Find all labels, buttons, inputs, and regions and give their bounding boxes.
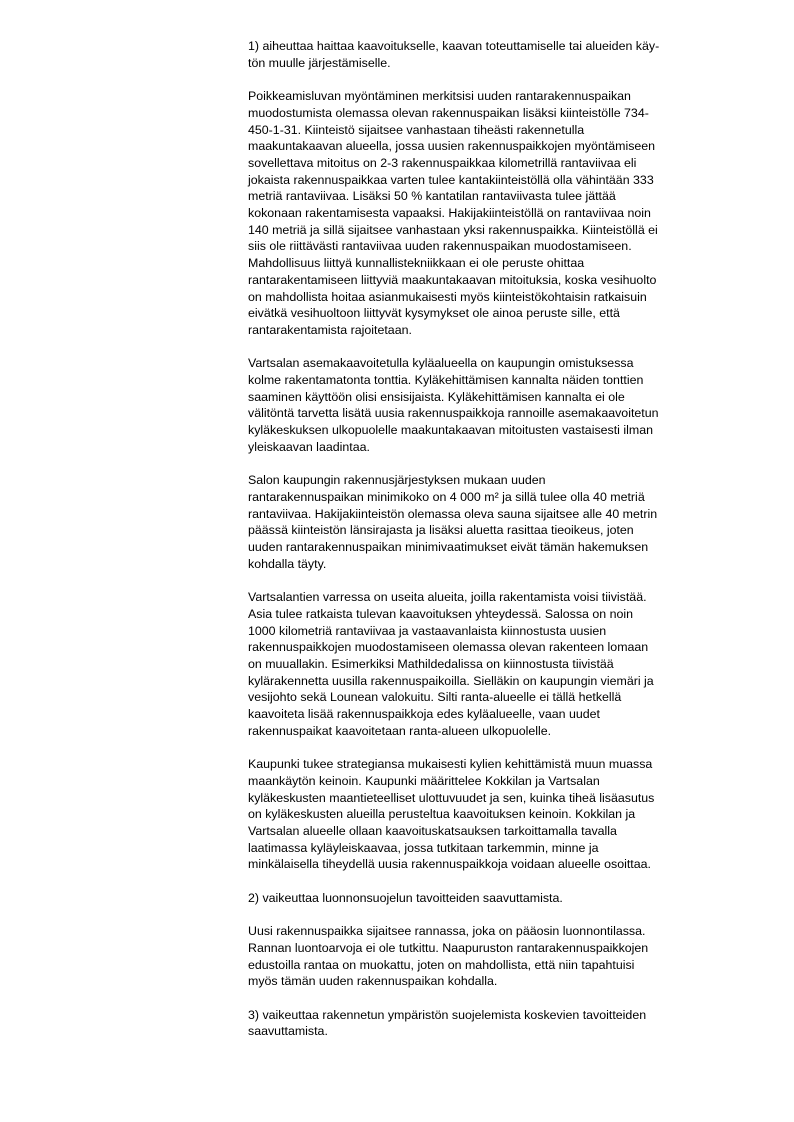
text-line: päässä kiinteistön länsirajasta ja lisäksi aluetta rasittaa tieoikeus, joten — [248, 523, 634, 538]
text-line: Vartsalantien varressa on useita alueita, joilla rakentamista voisi tiivistää. — [248, 590, 647, 605]
text-line: Salon kaupungin rakennusjärjestyksen mukaan uuden — [248, 473, 546, 488]
text-line: kyläkeskusten maantieteelliset ulottuvuudet ja sen, kuinka tiheä lisäasutus — [248, 790, 655, 805]
text-line: rantarakentamiseen liittyviä maakuntakaavan mitoituksia, koska vesihuolto — [248, 272, 657, 287]
paragraph-village-strategy — [248, 756, 738, 873]
text-line: maakuntakaavan alueella, jossa uusien rakennuspaikkojen myöntämiseen — [248, 139, 656, 154]
document-page — [248, 38, 738, 1057]
text-line: laatimassa kyläyleiskaavaa, jossa tutkitaan tarkemmin, minne ja — [248, 840, 599, 855]
text-line: kyläkeskuksen ulkopuolelle maakuntakaavan mitoitusten vastaisesti ilman — [248, 423, 653, 438]
text-line: kolme rakentamatonta tonttia. Kyläkehittämisen kannalta näiden tonttien — [248, 373, 644, 388]
text-line: maankäytön keinoin. Kaupunki määrittelee Kokkilan ja Vartsalan — [248, 773, 600, 788]
text-line: kaavoiteta lisää rakennuspaikkoja edes kyläalueelle, vaan uudet — [248, 707, 600, 722]
paragraph-vartsala-zoned-area — [248, 355, 738, 455]
paragraph-building-ordinance — [248, 472, 738, 572]
paragraph-criterion-1 — [248, 38, 738, 71]
text-line: Vartsalan asemakaavoitetulla kyläalueella on kaupungin omistuksessa — [248, 356, 634, 371]
text-line: jokaista rakennuspaikkaa varten tulee kantakiinteistöllä olla vähintään 333 — [248, 172, 654, 187]
text-line: siis ole riittävästi rantaviivaa uuden rakennuspaikan muodostamiseen. — [248, 239, 632, 254]
text-line: 140 metriä ja sillä sijaitsee vanhastaan yksi rakennuspaikka. Kiinteistöllä ei — [248, 222, 658, 237]
text-line: metriä rantaviivaa. Lisäksi 50 % kantatilan rantaviivasta tulee jättää — [248, 189, 616, 204]
text-line: muodostumista olemassa olevan rakennuspaikan lisäksi kiinteistölle 734- — [248, 105, 649, 120]
text-line: rantaviivaa. Hakijakiinteistön olemassa oleva sauna sijaitsee alle 40 metrin — [248, 506, 658, 521]
text-line: 450-1-31. Kiinteistö sijaitsee vanhastaan tiheästi rakennetulla — [248, 122, 585, 137]
text-line: rakennuspaikat kaavoitetaan ranta-alueen ulkopuolelle. — [248, 723, 552, 738]
text-line: on mahdollista hoitaa asianmukaisesti myös kiinteistökohtaisin ratkaisuin — [248, 289, 647, 304]
text-line: saavuttamista. — [248, 1024, 328, 1039]
text-line: edustoilla rantaa on muokattu, joten on mahdollista, että niin tapahtuisi — [248, 957, 635, 972]
text-line: myös tämän uuden rakennuspaikan kohdalla. — [248, 974, 498, 989]
text-line: 1) aiheuttaa haittaa kaavoitukselle, kaavan toteuttamiselle tai alueiden käy- — [248, 39, 660, 53]
text-line: Vartsalan alueelle ollaan kaavoituskatsauksen tarkoittamalla tavalla — [248, 823, 617, 838]
text-line: välitöntä tarvetta lisätä uusia rakennuspaikkoja rannoille asemakaavoitetun — [248, 406, 659, 421]
text-line: 2) vaikeuttaa luonnonsuojelun tavoitteiden saavuttamista. — [248, 890, 563, 905]
text-line: minkälaisella tiheydellä uusia rakennuspaikkoja voidaan alueelle osoittaa. — [248, 857, 651, 872]
text-line: yleiskaavan laadintaa. — [248, 439, 370, 454]
text-line: 3) vaikeuttaa rakennetun ympäristön suojelemista koskevien tavoitteiden — [248, 1007, 647, 1022]
text-line: vesijohto sekä Lounean valokuitu. Silti ranta-alueelle ei tällä hetkellä — [248, 690, 622, 705]
text-line: eivätkä vesihuoltoon liittyvät kysymykset ole ainoa peruste sille, että — [248, 306, 620, 321]
text-line: sovellettava mitoitus on 2-3 rakennuspaikkaa kilometrillä rantaviivaa eli — [248, 155, 637, 170]
text-line: Asia tulee ratkaista tulevan kaavoituksen yhteydessä. Salossa on noin — [248, 606, 634, 621]
text-line: rakennuspaikkojen muodostamiseen olemassa olevan rakenteen lomaan — [248, 640, 649, 655]
text-line: rantarakentamista rajoitetaan. — [248, 322, 412, 337]
text-line: rantarakennuspaikan minimikoko on 4 000 m² ja sillä tulee olla 40 metriä — [248, 489, 645, 504]
text-line: kylärakennetta uusilla rakennuspaikoilla. Sielläkin on kaupungin viemäri ja — [248, 673, 654, 688]
text-line: kohdalla täyty. — [248, 556, 327, 571]
text-line: uuden rantarakennuspaikan minimivaatimukset eivät tämän hakemuksen — [248, 540, 649, 555]
text-line: on kyläkeskusten alueilla perusteltua kaavoituksen keinoin. Kokkilan ja — [248, 807, 636, 822]
text-line: kokonaan rakentamisesta vapaaksi. Hakijakiinteistöllä on rantaviivaa noin — [248, 206, 651, 221]
paragraph-criterion-3 — [248, 1007, 738, 1040]
text-line: on muuallakin. Esimerkiksi Mathildedalissa on kiinnostusta tiivistää — [248, 656, 614, 671]
text-line: 1000 kilometriä rantaviivaa ja vastaavanlaista kiinnostusta uusien — [248, 623, 607, 638]
text-line: Mahdollisuus liittyä kunnallistekniikkaan ei ole peruste ohittaa — [248, 256, 585, 271]
text-line: Kaupunki tukee strategiansa mukaisesti kylien kehittämistä muun muassa — [248, 757, 653, 772]
paragraph-criterion-2 — [248, 890, 738, 907]
paragraph-shoreline-nature — [248, 923, 738, 990]
text-line: tön muulle järjestämiselle. — [248, 55, 391, 70]
text-line: saaminen käyttöön olisi ensisijaista. Kyläkehittämisen kannalta ei ole — [248, 389, 625, 404]
text-line: Poikkeamisluvan myöntäminen merkitsisi uuden rantarakennuspaikan — [248, 89, 631, 104]
text-line: Rannan luontoarvoja ei ole tutkittu. Naapuruston rantarakennuspaikkojen — [248, 940, 649, 955]
text-line: Uusi rakennuspaikka sijaitsee rannassa, joka on pääosin luonnontilassa. — [248, 924, 646, 939]
paragraph-vartsalantie-areas — [248, 589, 738, 739]
paragraph-exception-permit — [248, 88, 738, 339]
